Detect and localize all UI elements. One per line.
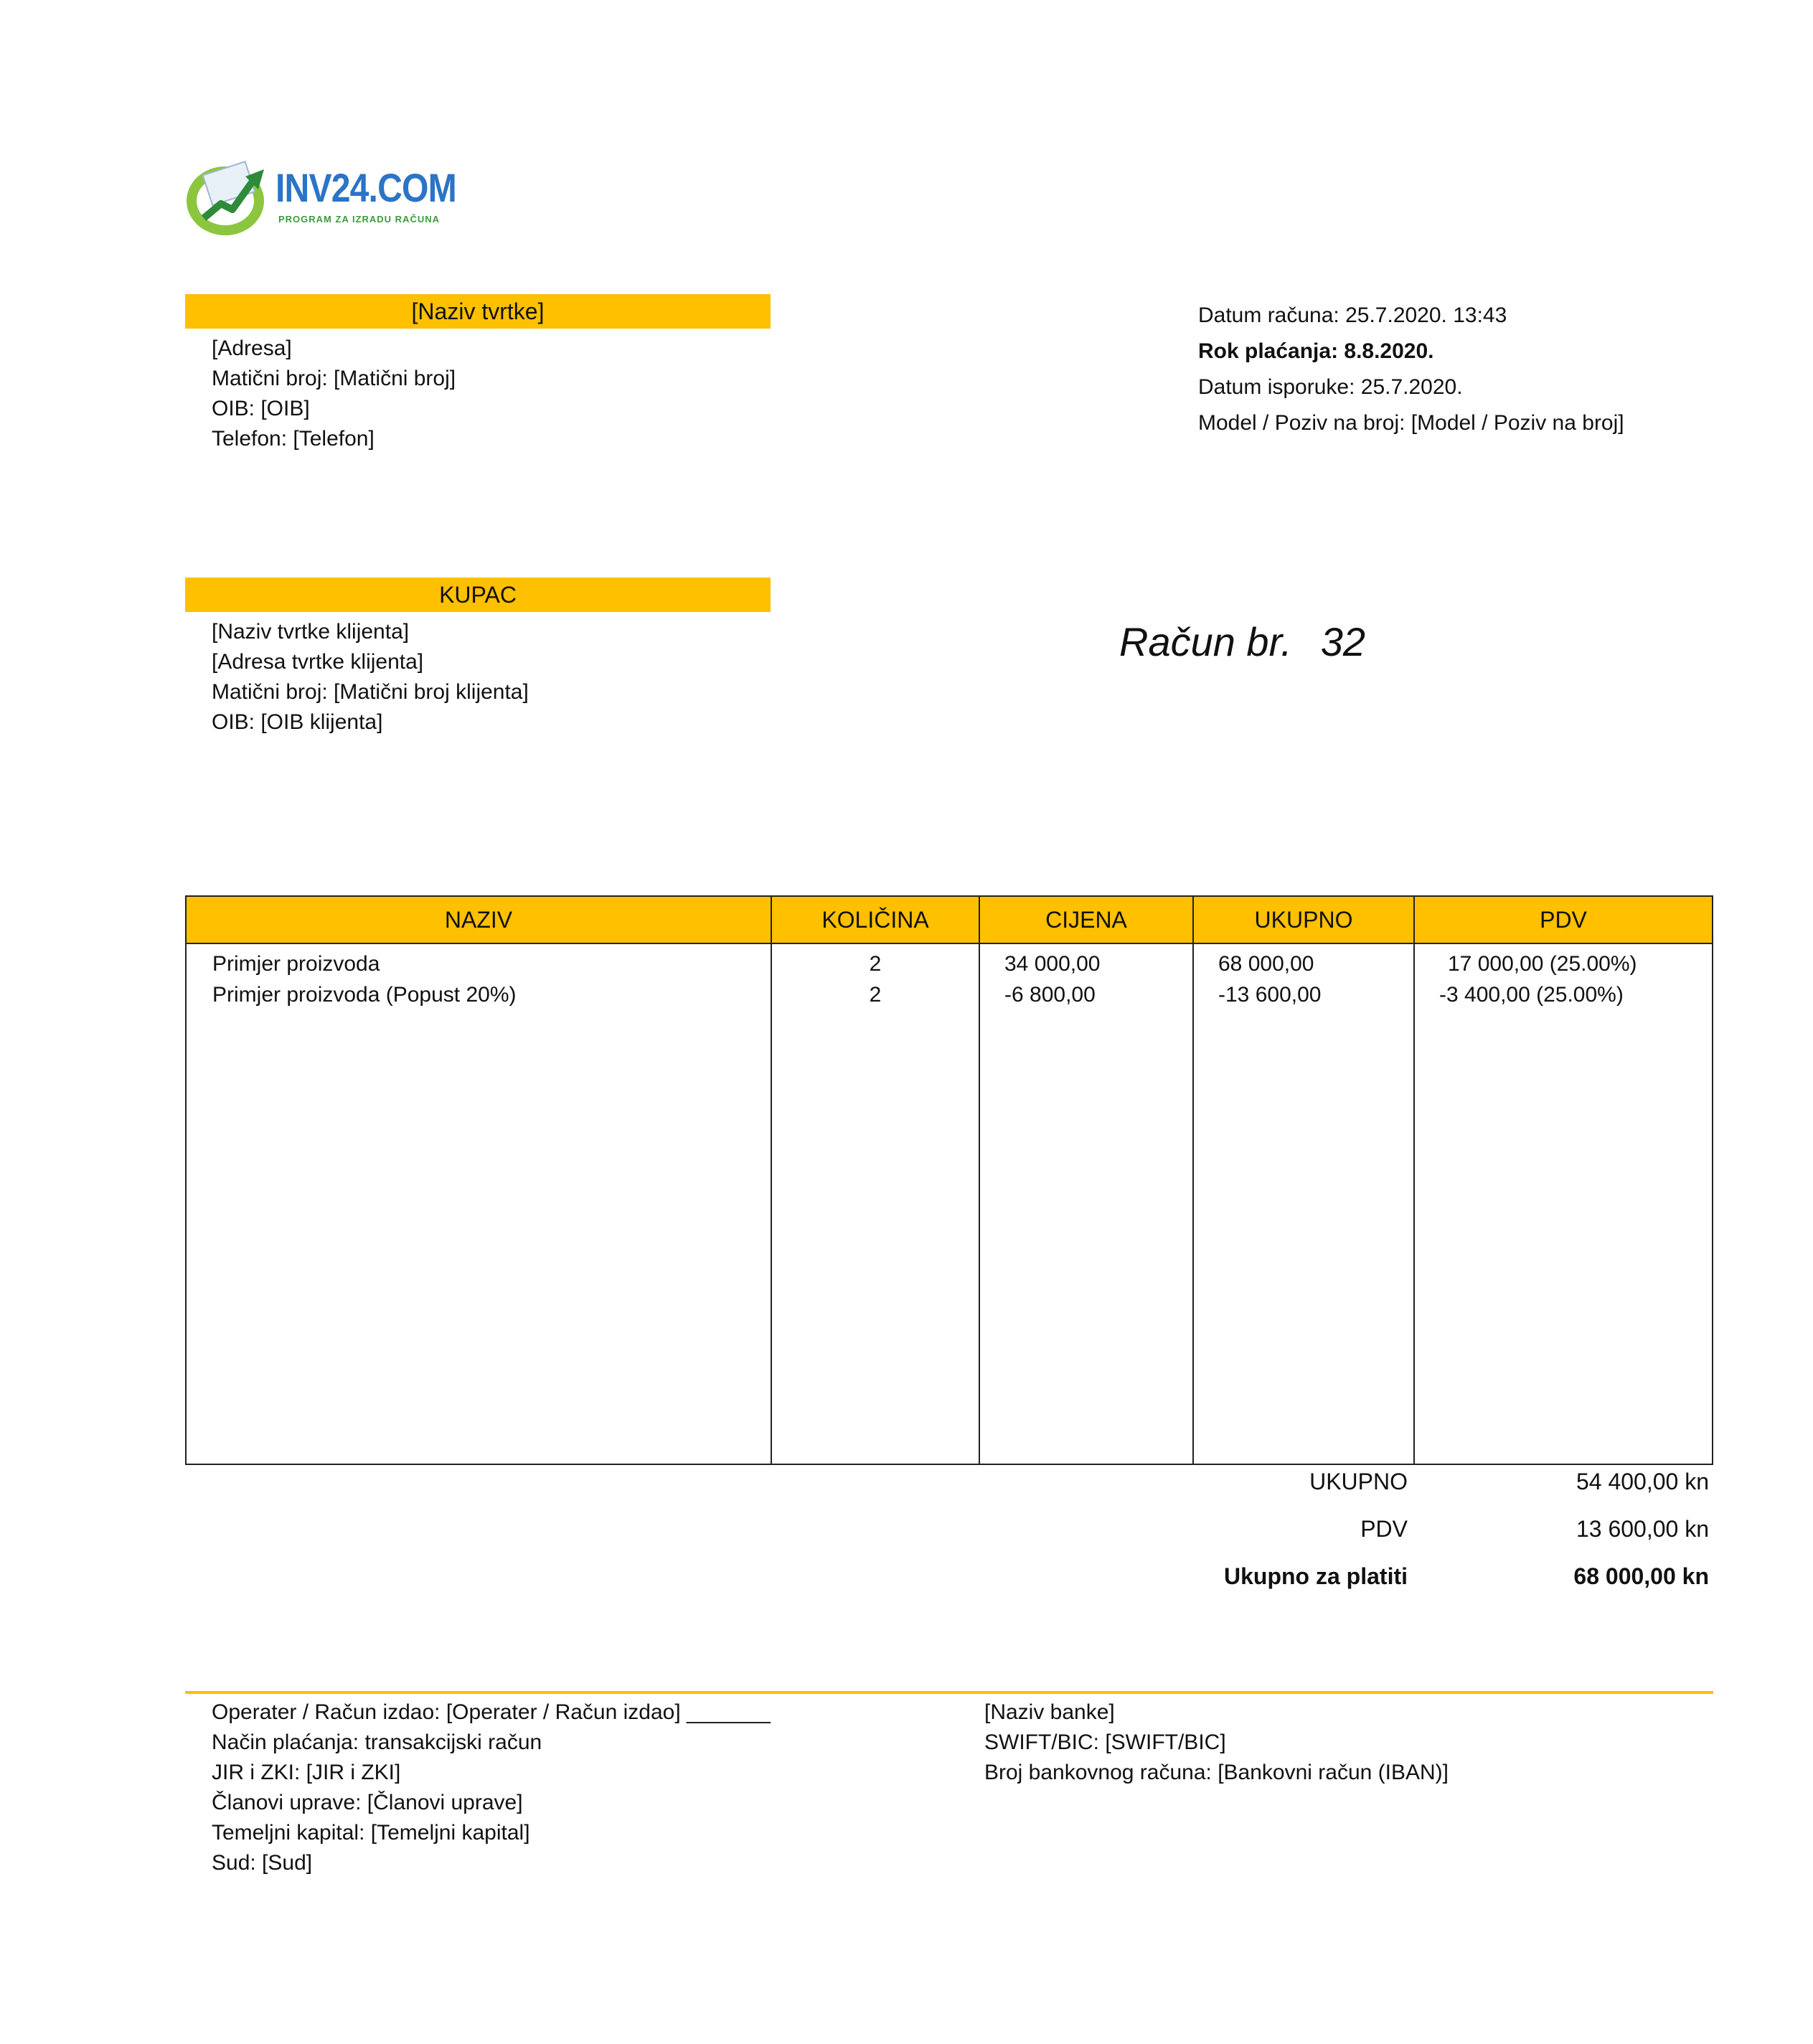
- vat-label: PDV: [1360, 1516, 1408, 1542]
- total-label: UKUPNO: [1309, 1469, 1408, 1494]
- buyer-name: [Naziv tvrtke klijenta]: [212, 620, 410, 644]
- seller-oib: OIB: [OIB]: [212, 397, 310, 420]
- header-naziv: NAZIV: [187, 897, 771, 944]
- footer-board-members: Članovi uprave: [Članovi uprave]: [212, 1791, 523, 1814]
- delivery-date: Datum isporuke: 25.7.2020.: [1198, 375, 1463, 399]
- row-1-naziv: Primjer proizvoda: [212, 952, 380, 976]
- payment-due-date: Rok plaćanja: 8.8.2020.: [1198, 339, 1434, 363]
- invoice-title: [1119, 617, 1365, 667]
- seller-address: [Adresa]: [212, 336, 292, 360]
- header-pdv: PDV: [1415, 897, 1712, 944]
- buyer-address: [Adresa tvrtke klijenta]: [212, 650, 424, 674]
- amount-due-value: 68 000,00 kn: [1573, 1563, 1709, 1589]
- row-1-ukupno: 68 000,00: [1218, 952, 1314, 976]
- row-2-ukupno: -13 600,00: [1218, 983, 1322, 1007]
- buyer-header: KUPAC: [185, 578, 771, 612]
- column-ukupno: [1194, 897, 1415, 1464]
- row-2-pdv: -3 400,00 (25.00%): [1439, 983, 1624, 1007]
- row-1-pdv: 17 000,00 (25.00%): [1448, 952, 1637, 976]
- column-pdv: [1415, 897, 1712, 1464]
- footer-bank-name: [Naziv banke]: [984, 1700, 1115, 1724]
- header-ukupno: UKUPNO: [1194, 897, 1413, 944]
- buyer-oib: OIB: [OIB klijenta]: [212, 710, 383, 734]
- footer-swift: SWIFT/BIC: [SWIFT/BIC]: [984, 1730, 1226, 1754]
- footer-operator: Operater / Račun izdao: [Operater / Račun izdao] _______: [212, 1700, 771, 1724]
- footer-court: Sud: [Sud]: [212, 1851, 313, 1875]
- footer-bank-info: [984, 1697, 1449, 1788]
- buyer-details: [212, 617, 529, 738]
- logo-icon: [185, 158, 274, 238]
- header-cijena: CIJENA: [980, 897, 1192, 944]
- footer-jir-zki: JIR i ZKI: [JIR i ZKI]: [212, 1761, 401, 1784]
- items-table: [185, 895, 1713, 1465]
- footer-share-capital: Temeljni kapital: [Temeljni kapital]: [212, 1821, 530, 1845]
- row-2-cijena: -6 800,00: [1004, 983, 1096, 1007]
- total-value: 54 400,00 kn: [1576, 1469, 1709, 1494]
- invoice-meta: [1198, 298, 1624, 441]
- seller-registration-number: Matični broj: [Matični broj]: [212, 367, 456, 390]
- footer-divider: [185, 1691, 1713, 1694]
- row-1-cijena: 34 000,00: [1004, 952, 1101, 976]
- seller-details: [212, 334, 456, 454]
- vat-value: 13 600,00 kn: [1576, 1516, 1709, 1542]
- seller-phone: Telefon: [Telefon]: [212, 427, 375, 451]
- column-kolicina: [772, 897, 980, 1464]
- header-kolicina: KOLIČINA: [772, 897, 979, 944]
- amount-due-label: Ukupno za platiti: [1224, 1563, 1408, 1589]
- invoice-number: 32: [1320, 619, 1366, 664]
- column-cijena: [980, 897, 1194, 1464]
- footer-payment-method: Način plaćanja: transakcijski račun: [212, 1730, 542, 1754]
- row-2-naziv: Primjer proizvoda (Popust 20%): [212, 983, 517, 1007]
- payment-reference: Model / Poziv na broj: [Model / Poziv na broj]: [1198, 411, 1624, 435]
- footer-company-info: [212, 1697, 771, 1878]
- logo-wordmark: INV24.COM: [276, 165, 456, 210]
- buyer-registration-number: Matični broj: [Matični broj klijenta]: [212, 680, 529, 704]
- seller-header: [Naziv tvrtke]: [185, 294, 771, 329]
- footer-iban: Broj bankovnog računa: [Bankovni račun (IBAN)]: [984, 1761, 1449, 1784]
- invoice-date: Datum računa: 25.7.2020. 13:43: [1198, 303, 1507, 327]
- row-1-kolicina: 2: [869, 952, 882, 976]
- column-naziv: [187, 897, 772, 1464]
- invoice-label: Račun br.: [1119, 619, 1292, 664]
- logo-tagline: PROGRAM ZA IZRADU RAČUNA: [278, 214, 441, 225]
- row-2-kolicina: 2: [869, 983, 882, 1007]
